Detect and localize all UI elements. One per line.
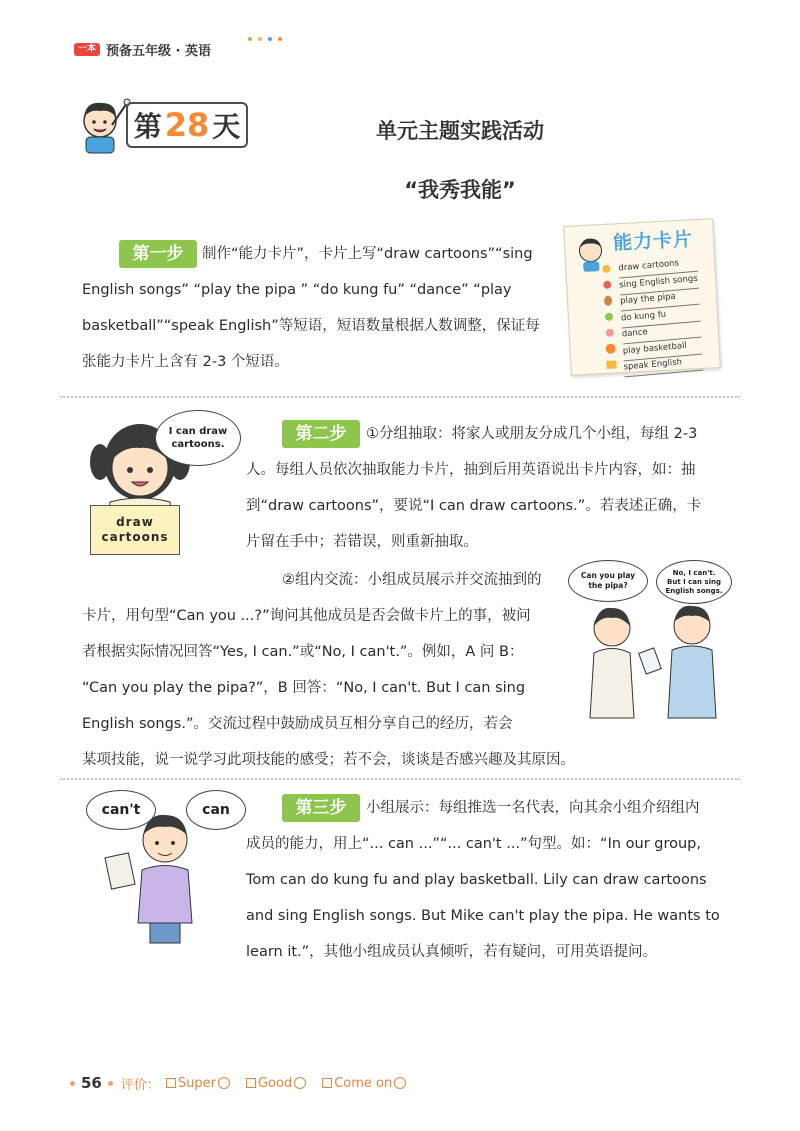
step2-line: 片留在手中；若错误，则重新抽取。 (246, 534, 478, 550)
card-item: speak English (623, 354, 703, 377)
speech-bubble-answer (656, 560, 732, 604)
step2-badge: 第二步 (282, 420, 360, 448)
option-label: Come on (334, 1075, 393, 1091)
evaluation-label: 评价： (120, 1077, 160, 1093)
page-number: 56 (81, 1074, 102, 1092)
option-label: Good (257, 1075, 293, 1091)
step2-line: 到“draw cartoons”，要说“I can draw cartoons.”。若表述正确，卡 (246, 498, 702, 514)
step2-line: “Can you play the pipa?”，B 回答：“No, I can't. But I can sing (82, 680, 526, 696)
step3-badge: 第三步 (282, 794, 360, 822)
laughing-face-icon (218, 1077, 230, 1089)
card-item: sing English songs (619, 271, 699, 294)
series-title: 预备五年级 · 英语 (106, 43, 211, 59)
step2-line: 人。每组人员依次抽取能力卡片，抽到后用英语说出卡片内容，如：抽 (246, 462, 696, 478)
page-header (74, 39, 211, 59)
speech-bubble-text: Can you play the pipa? (580, 571, 636, 590)
decorative-dots-icon (244, 33, 304, 45)
card-list (618, 256, 702, 375)
step3-text (246, 790, 736, 970)
speech-bubble-text: can't (101, 802, 141, 818)
two-children-talking-illustration (572, 598, 742, 728)
happy-face-icon (294, 1077, 306, 1089)
step2-text-b (82, 562, 575, 778)
step3-line: learn it.”，其他小组成员认真倾听，若有疑问，可用英语提问。 (246, 944, 658, 960)
evaluation-option-good[interactable] (246, 1076, 306, 1091)
smile-face-icon (394, 1077, 406, 1089)
section-divider (60, 778, 740, 780)
step1-line: 制作“能力卡片”，卡片上写“draw cartoons”“sing (202, 246, 533, 262)
step1-line: 张能力卡片上含有 2-3 个短语。 (82, 354, 289, 370)
footer-dot-icon (108, 1081, 113, 1086)
sign-text: draw cartoons (101, 515, 169, 544)
publisher-logo: 一本 (74, 43, 100, 56)
step2-line: ①分组抽取：将家人或朋友分成几个小组，每组 2-3 (366, 426, 698, 442)
step2-line: English songs.”。交流过程中鼓励成员互相分享自己的经历，若会 (82, 716, 513, 732)
step3-line: and sing English songs. But Mike can't play the pipa. He wants to (246, 908, 720, 924)
checkbox-icon[interactable] (246, 1078, 256, 1088)
day-prefix: 第 (133, 110, 162, 143)
checkbox-icon[interactable] (166, 1078, 176, 1088)
checkbox-icon[interactable] (322, 1078, 332, 1088)
day-number: 28 (164, 106, 210, 144)
step3-line: 小组展示：每组推选一名代表，向其余小组介绍组内 (366, 800, 700, 816)
speech-bubble-cant (86, 790, 156, 830)
boy-mascot-icon (72, 95, 134, 155)
step2-line: 卡片，用句型“Can you ...?”询问其他成员是否会做卡片上的事，被问 (82, 608, 531, 624)
step3-line: 成员的能力，用上“... can ...”“... can't ...”句型。如：“In our group, (246, 836, 702, 852)
card-item: play basketball (622, 337, 702, 360)
page-title: 单元主题实践活动 (376, 119, 544, 143)
step1-line: basketball”“speak English”等短语，短语数量根据人数调整，保证每 (82, 318, 540, 334)
step3-line: Tom can do kung fu and play basketball. Lily can draw cartoons (246, 872, 707, 888)
page-subtitle: “我秀我能” (404, 178, 516, 202)
step2-text-a (246, 416, 736, 560)
speech-bubble-question (568, 560, 648, 602)
option-label: Super (177, 1075, 216, 1091)
speech-bubble-text: I can draw cartoons. (168, 426, 228, 450)
page-footer (70, 1072, 422, 1094)
card-item: dance (621, 321, 701, 344)
card-item: draw cartoons (618, 255, 698, 278)
ability-card (563, 218, 721, 376)
step1-line: English songs” “play the pipa ” “do kung fu” “dance” “play (82, 282, 512, 298)
day-badge (72, 95, 247, 155)
evaluation-option-super[interactable] (166, 1076, 230, 1091)
speech-bubble-girl (155, 410, 241, 466)
speech-bubble-text: can (202, 802, 230, 818)
card-title: 能力卡片 (612, 228, 694, 255)
draw-cartoons-sign (90, 505, 180, 555)
step2-line: 者根据实际情况回答“Yes, I can.”或“No, I can't.”。例如，A 问 B： (82, 644, 524, 660)
step1-badge: 第一步 (119, 240, 197, 268)
evaluation-option-come-on[interactable] (322, 1076, 406, 1091)
card-item: do kung fu (620, 304, 700, 327)
day-suffix: 天 (212, 110, 241, 143)
step2-line: 某项技能，说一说学习此项技能的感受；若不会，谈谈是否感兴趣及其原因。 (82, 752, 575, 768)
speech-bubble-text: No, I can't. But I can sing English songs. (665, 568, 723, 595)
footer-dot-icon (70, 1081, 75, 1086)
day-label (126, 102, 248, 148)
speech-bubble-can (186, 790, 246, 830)
card-item: play the pipa (620, 288, 700, 311)
section-divider (60, 396, 740, 398)
step2-line: ②组内交流：小组成员展示并交流抽到的 (282, 572, 542, 588)
step1-text (82, 236, 562, 380)
